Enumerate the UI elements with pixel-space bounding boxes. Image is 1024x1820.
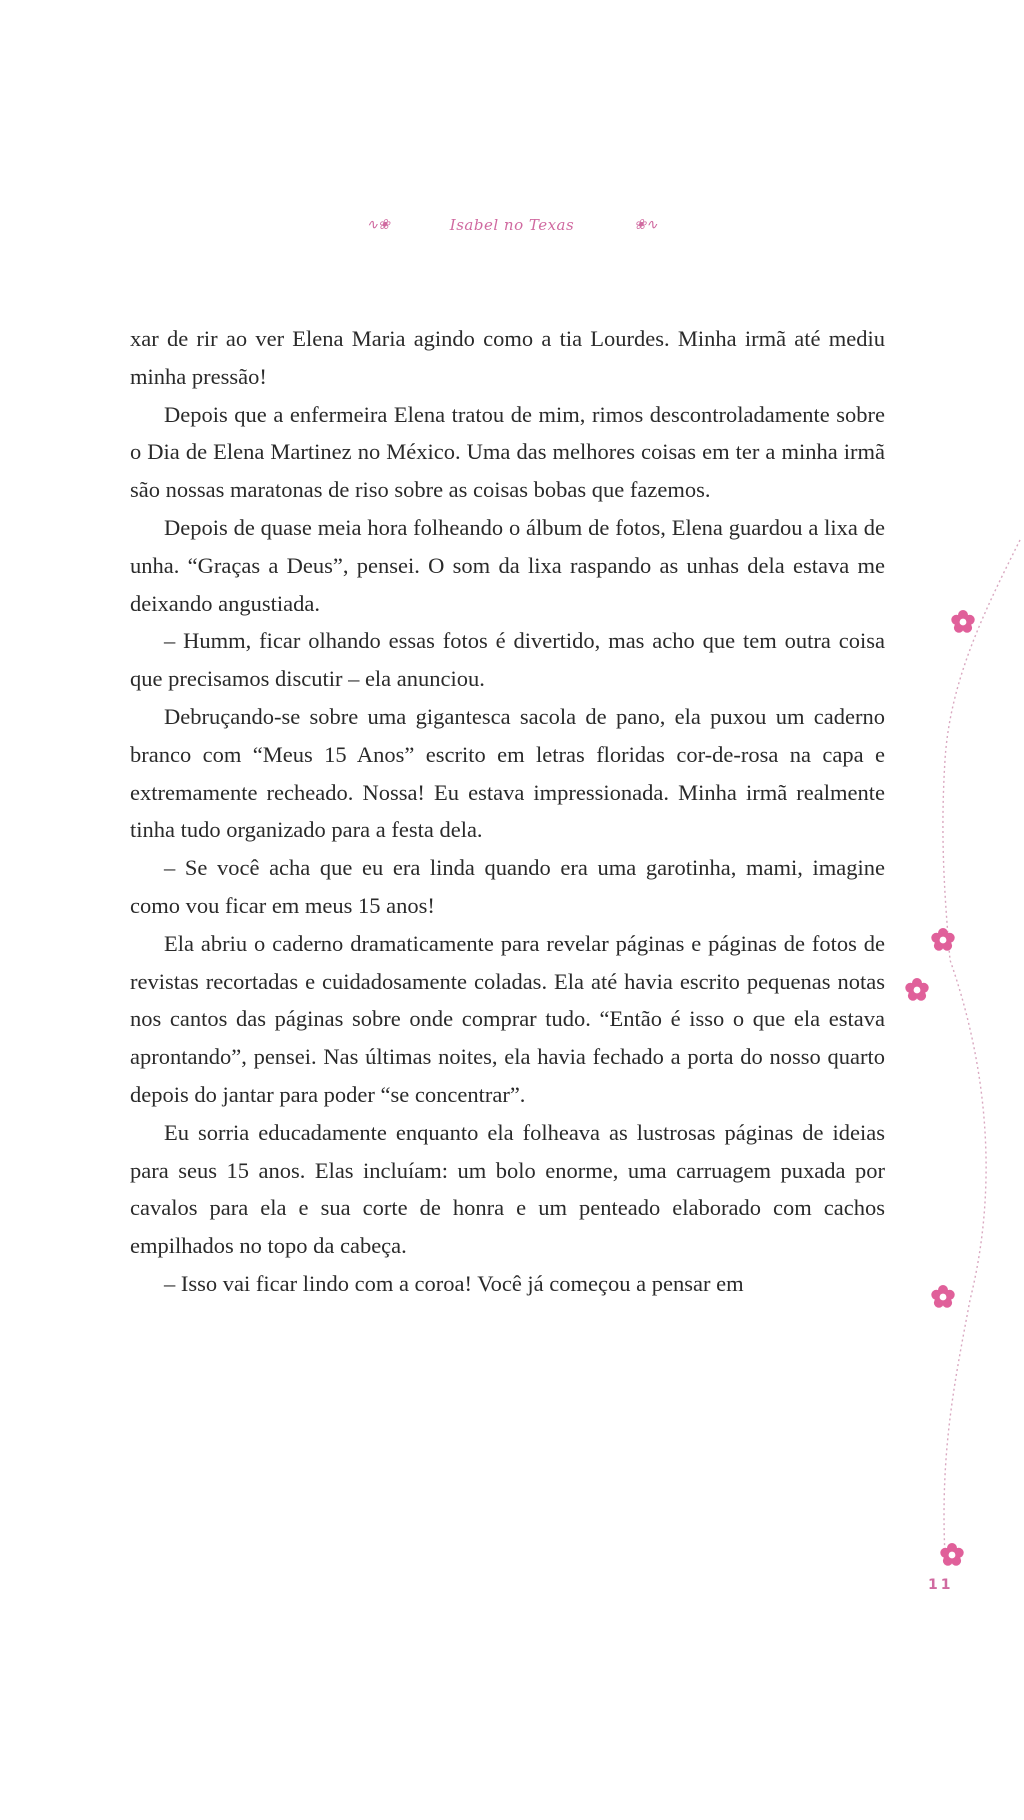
paragraph: Depois de quase meia hora folheando o álbum de fotos, Elena guardou a lixa de unha. “Graças a Deus”, pensei. O som da lixa raspando as unhas dela estava me deixando angustiada. xyxy=(130,514,885,616)
body-text xyxy=(130,320,885,1303)
paragraph: Ela abriu o caderno dramaticamente para revelar páginas e páginas de fotos de revistas recortadas e cuidadosamente coladas. Ela até havia escrito pequenas notas nos cantos das páginas sobre onde comprar tudo. “Então é isso o que ela estava aprontando”, pensei. Nas últimas noites, ela havia fechado a porta do nosso quarto depois do jantar para poder “se concentrar”. xyxy=(130,930,885,1107)
paragraph: Depois que a enfermeira Elena tratou de mim, rimos descontroladamente sobre o Dia de Elena Martinez no México. Uma das melhores coisas em ter a minha irmã são nossas maratonas de riso sobre as coisas bobas que fazemos. xyxy=(130,401,885,503)
flower-icon xyxy=(905,978,928,1001)
right-ornament-icon: ❀∿ xyxy=(634,217,658,233)
paragraph: Eu sorria educadamente enquanto ela folheava as lustrosas páginas de ideias para seus 15 anos. Elas incluíam: um bolo enorme, uma carruagem puxada por cavalos para ela e sua corte de honra e um penteado elaborado com cachos empilhados no topo da cabeça. xyxy=(130,1119,885,1259)
running-head xyxy=(0,210,1024,240)
paragraph: – Humm, ficar olhando essas fotos é divertido, mas acho que tem outra coisa que precisamos discutir – ela anunciou. xyxy=(130,628,885,692)
flower-icon xyxy=(940,1543,963,1566)
paragraph: xar de rir ao ver Elena Maria agindo como a tia Lourdes. Minha irmã até mediu minha pressão! xyxy=(130,326,885,389)
running-title: Isabel no Texas xyxy=(449,216,575,234)
paragraph: – Se você acha que eu era linda quando era uma garotinha, mami, imagine como vou ficar em meus 15 anos! xyxy=(130,855,885,918)
flower-icon xyxy=(931,928,954,951)
page-number: 11 xyxy=(928,1577,954,1593)
flower-icon xyxy=(951,610,974,633)
left-ornament-icon: ∿❀ xyxy=(366,217,390,233)
paragraph: Debruçando-se sobre uma gigantesca sacola de pano, ela puxou um caderno branco com “Meus 15 Anos” escrito em letras floridas cor-de-rosa na capa e extremamente recheado. Nossa! Eu estava impressionada. Minha irmã realmente tinha tudo organizado para a festa dela. xyxy=(130,703,885,843)
vine-stem xyxy=(943,540,1020,1556)
flower-icon xyxy=(931,1285,954,1308)
paragraph: – Isso vai ficar lindo com a coroa! Você já começou a pensar em xyxy=(164,1270,744,1296)
